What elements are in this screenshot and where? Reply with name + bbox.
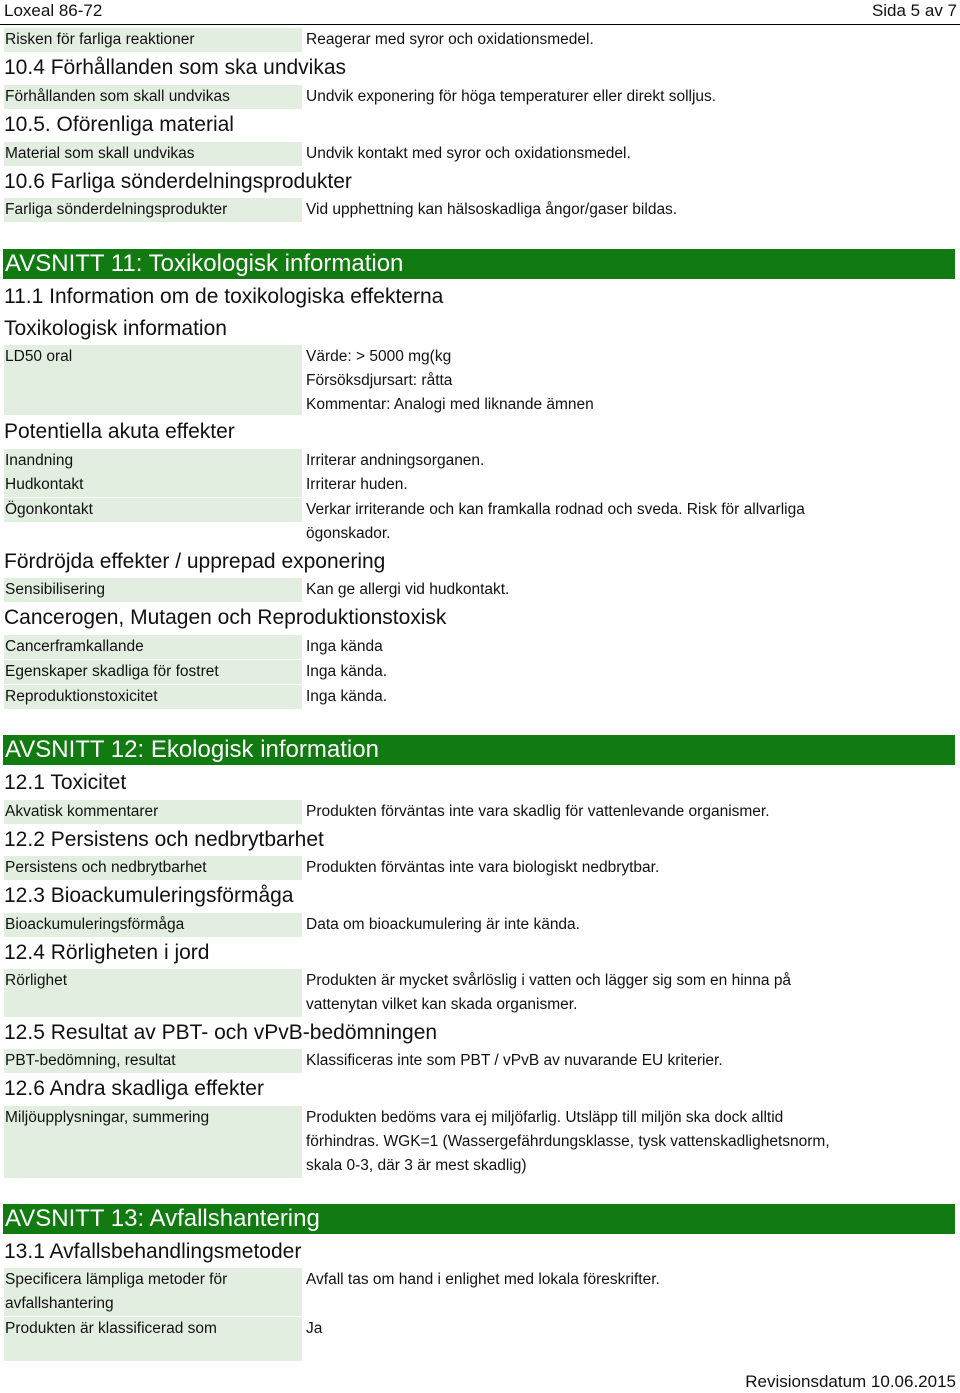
row-label: PBT-bedömning, resultat [4,1049,302,1073]
page-number: Sida 5 av 7 [871,1,957,20]
row-label: Sensibilisering [4,578,302,602]
section-12-banner: AVSNITT 12: Ekologisk information [3,735,955,765]
row-label: Produkten är klassificerad som [4,1317,302,1361]
heading-11-1: 11.1 Information om de toxikologiska effekterna [4,285,444,308]
row-classified [4,1317,956,1361]
heading-12-1: 12.1 Toxicitet [4,771,127,794]
heading-acute: Potentiella akuta effekter [4,420,235,443]
row-value-cont: vattenytan vilket kan skada organismer. [306,996,578,1013]
row-value: Irriterar andningsorganen. [306,452,485,469]
heading-10-5: 10.5. Oförenliga material [4,113,234,136]
row-label: Bioackumuleringsförmåga [4,913,302,937]
row-value: Ja [306,1320,323,1337]
row-value: Irriterar huden. [306,476,408,493]
row-value: Verkar irriterande och kan framkalla rodnad och sveda. Risk för allvarliga [306,501,805,518]
heading-13-1: 13.1 Avfallsbehandlingsmetoder [4,1240,302,1263]
ld50-comment: Kommentar: Analogi med liknande ämnen [306,396,594,413]
row-label [4,1268,302,1316]
ld50-value: Värde: > 5000 mg(kg [306,348,452,365]
heading-tox-info: Toxikologisk information [4,317,227,340]
row-value: Avfall tas om hand i enlighet med lokala föreskrifter. [306,1271,660,1288]
row-environment [4,1106,956,1178]
row-label-line1: Specificera lämpliga metoder för [5,1271,228,1288]
row-value: Produkten förväntas inte vara skadlig för vattenlevande organismer. [306,803,770,820]
ld50-species: Försöksdjursart: råtta [306,372,453,389]
heading-delayed: Fördröjda effekter / upprepad exponering [4,550,386,573]
row-value: Inga kända. [306,663,388,680]
row-value: Vid upphettning kan hälsoskadliga ångor/gaser bildas. [306,201,678,218]
row-value: Produkten förväntas inte vara biologiskt nedbrytbar. [306,859,660,876]
row-label: Risken för farliga reaktioner [4,28,302,52]
heading-10-4: 10.4 Förhållanden som ska undvikas [4,56,347,79]
row-value: Klassificeras inte som PBT / vPvB av nuvarande EU kriterier. [306,1052,723,1069]
row-value-cont2: skala 0-3, där 3 är mest skadlig) [306,1157,527,1174]
heading-12-5: 12.5 Resultat av PBT- och vPvB-bedömningen [4,1021,438,1044]
row-eyes [4,498,956,546]
row-value: Inga kända. [306,688,388,705]
row-label: Akvatisk kommentarer [4,800,302,824]
heading-12-3: 12.3 Bioackumuleringsförmåga [4,884,294,907]
row-ld50 [4,345,956,415]
heading-12-2: 12.2 Persistens och nedbrytbarhet [4,828,324,851]
row-value: Reagerar med syror och oxidationsmedel. [306,31,594,48]
row-label: Ögonkontakt [4,498,302,522]
row-label: LD50 oral [4,345,302,415]
row-value-cont: förhindras. WGK=1 (Wassergefährdungsklasse, tysk vattenskadlighetsnorm, [306,1133,830,1150]
row-label: Cancerframkallande [4,635,302,659]
row-value: Produkten bedöms vara ej miljöfarlig. Utsläpp till miljön ska dock alltid [306,1109,784,1126]
page-header [0,0,960,25]
row-label: Förhållanden som skall undvikas [4,85,302,109]
row-label: Egenskaper skadliga för fostret [4,660,302,684]
row-label: Hudkontakt [4,473,302,497]
row-label: Reproduktionstoxicitet [4,685,302,709]
row-value-cont: ögonskador. [306,525,391,542]
section-11-banner: AVSNITT 11: Toxikologisk information [3,249,955,279]
row-label: Miljöupplysningar, summering [4,1106,302,1178]
row-label: Persistens och nedbrytbarhet [4,856,302,880]
row-label: Rörlighet [4,969,302,1017]
row-value: Undvik kontakt med syror och oxidationsmedel. [306,145,631,162]
row-label: Inandning [4,449,302,473]
product-name: Loxeal 86-72 [4,1,103,20]
heading-cmr: Cancerogen, Mutagen och Reproduktionstoxisk [4,606,447,629]
row-label-line2: avfallshantering [5,1295,114,1312]
row-value: Undvik exponering för höga temperaturer eller direkt solljus. [306,88,717,105]
row-label: Material som skall undvikas [4,142,302,166]
row-value: Produkten är mycket svårlöslig i vatten och lägger sig som en hinna på [306,972,792,989]
section-13-banner: AVSNITT 13: Avfallshantering [3,1204,955,1234]
row-disposal-methods [4,1268,956,1316]
row-label: Farliga sönderdelningsprodukter [4,198,302,222]
revision-date: Revisionsdatum 10.06.2015 [745,1372,956,1391]
row-value: Inga kända [306,638,383,655]
heading-10-6: 10.6 Farliga sönderdelningsprodukter [4,170,352,193]
heading-12-6: 12.6 Andra skadliga effekter [4,1077,264,1100]
row-value: Kan ge allergi vid hudkontakt. [306,581,510,598]
heading-12-4: 12.4 Rörligheten i jord [4,941,210,964]
row-mobility [4,969,956,1017]
row-value: Data om bioackumulering är inte kända. [306,916,580,933]
